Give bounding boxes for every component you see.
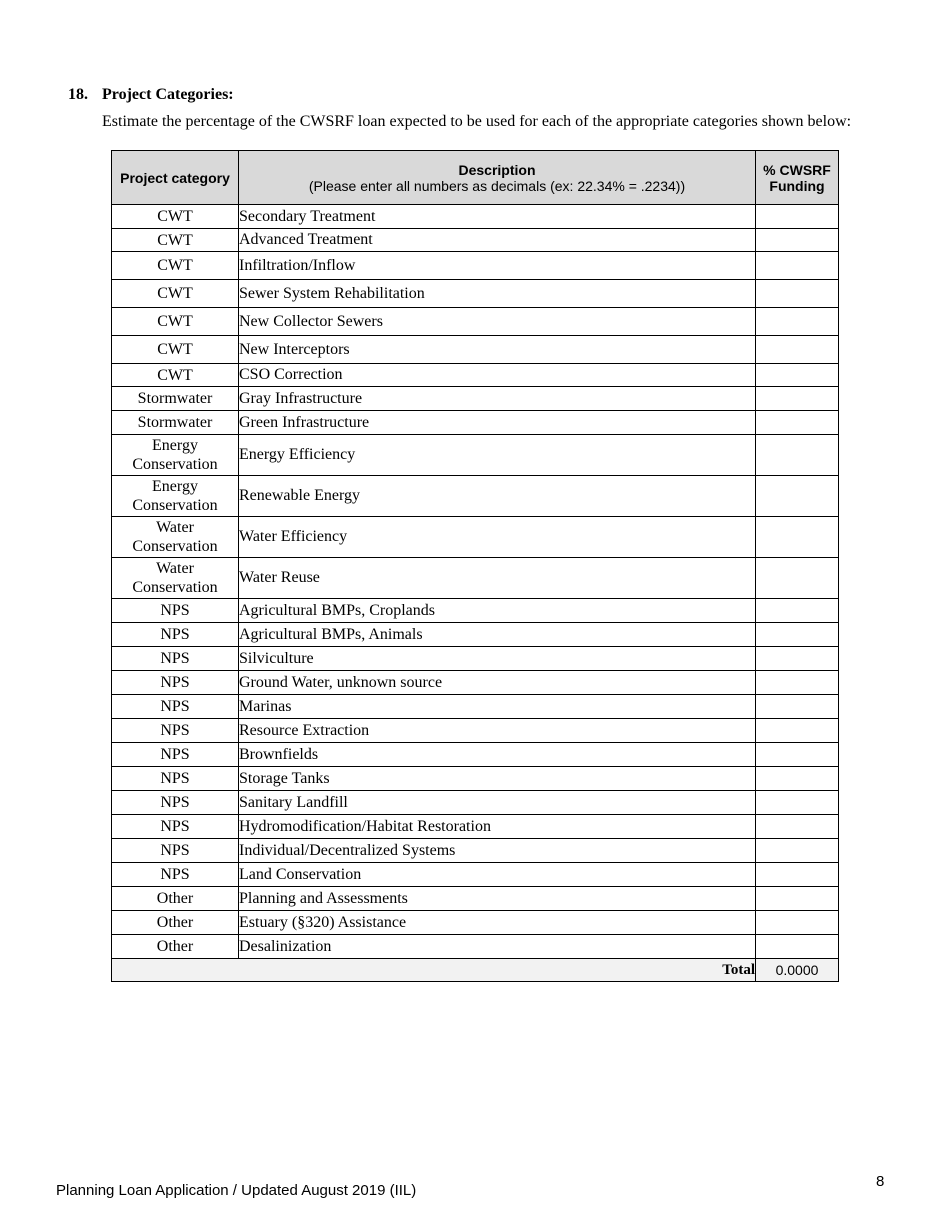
funding-percent-field[interactable]: [756, 839, 839, 863]
row-description: Storage Tanks: [239, 767, 756, 791]
table-row: [112, 205, 839, 229]
funding-percent-field[interactable]: [756, 767, 839, 791]
funding-percent-field[interactable]: [756, 695, 839, 719]
funding-percent-field[interactable]: [756, 387, 839, 411]
row-description: Water Reuse: [239, 558, 756, 599]
header-project-category: Project category: [112, 151, 239, 205]
table-row: [112, 623, 839, 647]
header-description-title: Description: [458, 161, 536, 178]
row-category: Stormwater: [112, 387, 239, 411]
table-row: [112, 435, 839, 476]
table-row: [112, 791, 839, 815]
table-row: [112, 517, 839, 558]
page-number: 8: [876, 1173, 885, 1190]
row-description: Infiltration/Inflow: [239, 252, 756, 280]
funding-percent-field[interactable]: [756, 623, 839, 647]
row-description: New Collector Sewers: [239, 308, 756, 336]
row-description: Individual/Decentralized Systems: [239, 839, 756, 863]
funding-percent-field[interactable]: [756, 308, 839, 336]
section-instructions: Estimate the percentage of the CWSRF loan expected to be used for each of the appropriate categories shown below:: [102, 113, 852, 130]
total-label: Total: [112, 959, 756, 982]
row-category: Other: [112, 911, 239, 935]
row-description: CSO Correction: [239, 364, 756, 387]
row-category: CWT: [112, 280, 239, 308]
funding-percent-field[interactable]: [756, 791, 839, 815]
table-row: [112, 767, 839, 791]
row-category: CWT: [112, 252, 239, 280]
funding-percent-field[interactable]: [756, 229, 839, 252]
row-description: Water Efficiency: [239, 517, 756, 558]
table-row: [112, 252, 839, 280]
row-description: New Interceptors: [239, 336, 756, 364]
table-row: [112, 599, 839, 623]
funding-percent-field[interactable]: [756, 252, 839, 280]
row-category: Other: [112, 887, 239, 911]
row-description: Desalinization: [239, 935, 756, 959]
row-category: NPS: [112, 839, 239, 863]
row-category: CWT: [112, 229, 239, 252]
row-description: Brownfields: [239, 743, 756, 767]
row-description: Energy Efficiency: [239, 435, 756, 476]
funding-percent-field[interactable]: [756, 743, 839, 767]
row-category: Water Conservation: [112, 558, 239, 599]
row-category: Energy Conservation: [112, 476, 239, 517]
row-description: Green Infrastructure: [239, 411, 756, 435]
row-category: NPS: [112, 743, 239, 767]
row-category: Other: [112, 935, 239, 959]
row-category: Stormwater: [112, 411, 239, 435]
funding-percent-field[interactable]: [756, 205, 839, 229]
funding-percent-field[interactable]: [756, 280, 839, 308]
funding-percent-field[interactable]: [756, 671, 839, 695]
funding-percent-field[interactable]: [756, 364, 839, 387]
table-row: [112, 229, 839, 252]
row-description: Renewable Energy: [239, 476, 756, 517]
row-category: Water Conservation: [112, 517, 239, 558]
table-row: [112, 671, 839, 695]
table-row: [112, 887, 839, 911]
table-row: [112, 719, 839, 743]
row-description: Land Conservation: [239, 863, 756, 887]
funding-percent-field[interactable]: [756, 911, 839, 935]
row-category: NPS: [112, 767, 239, 791]
row-description: Advanced Treatment: [239, 229, 756, 252]
section-number: 18.: [68, 86, 88, 103]
table-row: [112, 863, 839, 887]
table-row: [112, 336, 839, 364]
table-row: [112, 815, 839, 839]
row-description: Sewer System Rehabilitation: [239, 280, 756, 308]
row-category: CWT: [112, 205, 239, 229]
row-description: Gray Infrastructure: [239, 387, 756, 411]
section-heading: [68, 86, 234, 104]
table-row: [112, 647, 839, 671]
table-row: [112, 308, 839, 336]
table-row: [112, 476, 839, 517]
total-value: 0.0000: [756, 959, 839, 982]
row-description: Resource Extraction: [239, 719, 756, 743]
row-category: NPS: [112, 815, 239, 839]
table-row: [112, 839, 839, 863]
header-description: [239, 151, 756, 205]
row-category: CWT: [112, 308, 239, 336]
funding-percent-field[interactable]: [756, 599, 839, 623]
total-row: [112, 959, 839, 982]
row-category: Energy Conservation: [112, 435, 239, 476]
row-description: Hydromodification/Habitat Restoration: [239, 815, 756, 839]
row-category: NPS: [112, 647, 239, 671]
table-row: [112, 558, 839, 599]
row-category: NPS: [112, 623, 239, 647]
row-category: NPS: [112, 671, 239, 695]
funding-percent-field[interactable]: [756, 887, 839, 911]
row-description: Marinas: [239, 695, 756, 719]
funding-percent-field[interactable]: [756, 719, 839, 743]
row-description: Sanitary Landfill: [239, 791, 756, 815]
table-row: [112, 935, 839, 959]
table-row: [112, 695, 839, 719]
funding-percent-field[interactable]: [756, 517, 839, 558]
table-header-row: [112, 151, 839, 205]
table-row: [112, 411, 839, 435]
row-category: NPS: [112, 719, 239, 743]
section-title: Project Categories:: [102, 86, 234, 103]
funding-percent-field[interactable]: [756, 558, 839, 599]
header-cwsrf-funding: % CWSRF Funding: [756, 151, 839, 205]
row-description: Silviculture: [239, 647, 756, 671]
funding-percent-field[interactable]: [756, 336, 839, 364]
header-description-note: (Please enter all numbers as decimals (ex: 22.34% = .2234)): [308, 177, 686, 194]
row-category: NPS: [112, 599, 239, 623]
row-category: NPS: [112, 863, 239, 887]
row-description: Secondary Treatment: [239, 205, 756, 229]
table-row: [112, 387, 839, 411]
row-category: NPS: [112, 791, 239, 815]
project-categories-table: [111, 150, 839, 982]
table-row: [112, 364, 839, 387]
row-category: NPS: [112, 695, 239, 719]
funding-percent-field[interactable]: [756, 863, 839, 887]
funding-percent-field[interactable]: [756, 647, 839, 671]
row-description: Estuary (§320) Assistance: [239, 911, 756, 935]
table-row: [112, 743, 839, 767]
row-category: CWT: [112, 336, 239, 364]
funding-percent-field[interactable]: [756, 935, 839, 959]
row-category: CWT: [112, 364, 239, 387]
row-description: Ground Water, unknown source: [239, 671, 756, 695]
funding-percent-field[interactable]: [756, 815, 839, 839]
table-row: [112, 280, 839, 308]
funding-percent-field[interactable]: [756, 476, 839, 517]
row-description: Agricultural BMPs, Croplands: [239, 599, 756, 623]
row-description: Agricultural BMPs, Animals: [239, 623, 756, 647]
row-description: Planning and Assessments: [239, 887, 756, 911]
table-row: [112, 911, 839, 935]
footer-text: Planning Loan Application / Updated August 2019 (IIL): [56, 1182, 417, 1199]
funding-percent-field[interactable]: [756, 435, 839, 476]
funding-percent-field[interactable]: [756, 411, 839, 435]
